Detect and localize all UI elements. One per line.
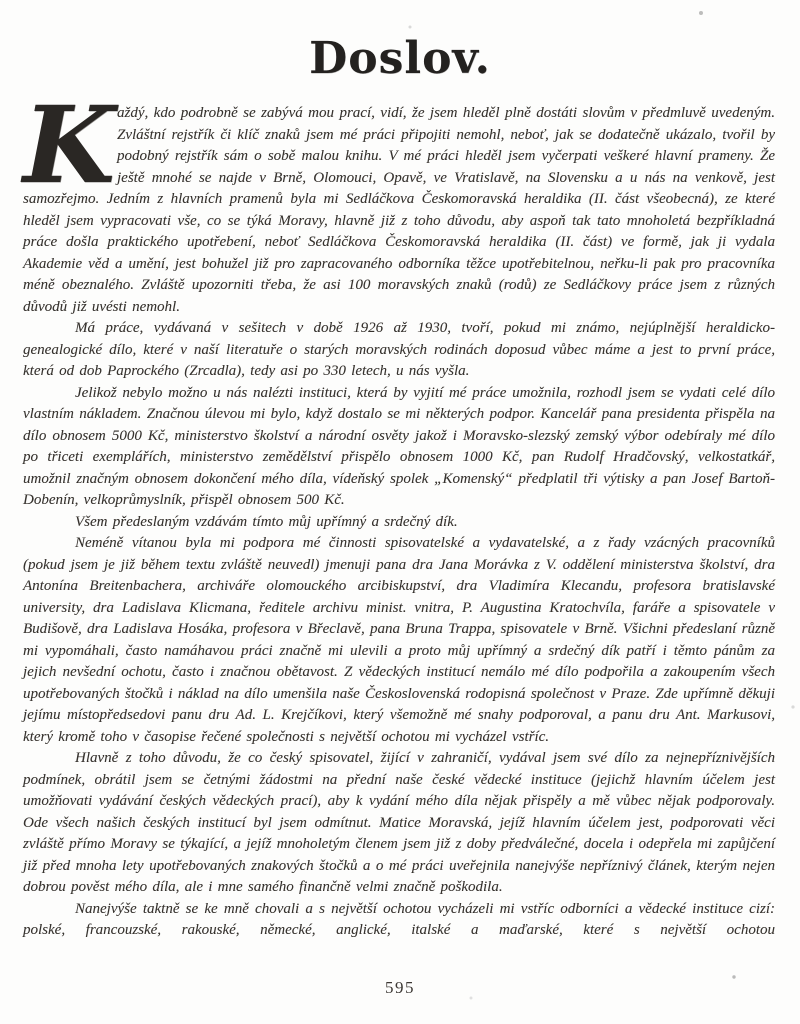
paragraph: Všem předeslaným vzdávám tímto můj upřímný a srdečný dík. bbox=[75, 513, 458, 530]
dropcap-initial: K bbox=[23, 82, 116, 207]
paragraph-with-dropcap bbox=[23, 82, 775, 318]
paragraph: Neméně vítanou byla mi podpora mé činnosti spisovatelské a vydavatelské, a z řady vzácných pracovníků (pokud jsem je již během textu zvláště neuvedl) jmenuji pana dra Jana Morávka z V. oddělení ministerstva školství, dra Antonína Breitenbachera, archiváře olomouckého arcibiskupství, dra Vladimíra Klecandu, profesora bratislavské university, dra Ladislava Klicmana, ředitele archivu minist. vnitra, P. Augustina Kratochvíla, faráře a spisovatele v Budišově, dra Ladislava Hosáka, profesora v Břeclavě, pana Bruna Trappa, spisovatele v Brně. Všichni předeslaní různě mi vypomáhali, často namáhavou práci značně mi ulevili a proto můj upřímný a srdečný dík patří i těmto pánům za jejich nevšední ochotu, často i značnou obětavost. Z vědeckých institucí nemálo mé dílo podpořila a zakoupením všech upotřebovaných štočků i náklad na dílo umenšila naše Československá rodopisná společnost v Praze. Zde upřímně děkuji jejímu místopředsedovi panu dru Ad. L. Krejčíkovi, který všemožně mé snahy podporoval, a panu dru Ant. Markusovi, který kromě toho v časopise řečené společnosti s největší ochotou mi vycházel vstříc. bbox=[23, 535, 775, 745]
paragraph-text: aždý, kdo podrobně se zabývá mou prací, vidí, že jsem hleděl plně dostáti slovům v předmluvě uvedeným. Zvláštní rejstřík či klíč znaků jsem mé práci připojiti nemohl, neboť, jak se dodatečně ukázalo, tvořil by podobný rejstřík sám o sobě malou knihu. V mé práci hleděl jsem vyčerpati veškeré hlavní prameny. Že ještě mnohé se najde v Brně, Olomouci, Opavě, ve Vratislavě, na Slovensku a u nás na venkově, jest samozřejmo. Jedním z hlavních pramenů byla mi Sedláčkova Českomoravská heraldika (II. část všeobecná), ze které hleděl jsem vypracovati vše, co se týká Moravy, hlavně již z toho důvodu, aby aspoň tak tato mnoholetá bezpříkladná práce došla praktického upotřebení, neboť Sedláčkova Českomoravská heraldika (II. část) ve formě, jak ji vydala Akademie věd a umění, jest bohužel již pro zapracovaného odborníka těžce upotřebitelnou, neřku-li pak pro pracovníka méně obeznalého. Zvláště upozorniti třeba, že asi 100 moravských znaků (rodů) ze Sedláčkovy práce jsem z různých důvodů již uvésti nemohl. bbox=[23, 105, 775, 315]
page-title: Doslov. bbox=[309, 33, 491, 84]
scan-artifacts bbox=[0, 0, 2, 2]
body-text bbox=[23, 82, 775, 942]
paragraph: Jelikož nebylo možno u nás nalézti instituci, která by vyjití mé práce umožnila, rozhodl jsem se vydati celé dílo vlastním nákladem. Značnou úlevou mi bylo, když dostalo se mi některých podpor. Kancelář pana presidenta přispěla na dílo obnosem 5000 Kč, ministerstvo školství a národní osvěty jakož i Moravsko-slezský zemský výbor odebíraly mé dílo po třiceti exemplářích, ministerstvo zemědělství přispělo obnosem 1000 Kč, pan Rudolf Hradčovský, velkostatkář, umožnil značným obnosem dokončení mého díla, vídeňský spolek „Komenský“ předplatil tři výtisky a pan Josef Bartoň-Dobenín, velkoprůmyslník, přispěl obnosem 500 Kč. bbox=[23, 384, 775, 508]
paragraph: Nanejvýše taktně se ke mně chovali a s největší ochotou vycházeli mi vstříc odborníci a vědecké instituce cizí: polské, francouzské, rakouské, německé, anglické, italské a maďarské, které s největší ochotou bbox=[23, 900, 775, 938]
paragraph: Hlavně z toho důvodu, že co český spisovatel, žijící v zahraničí, vydával jsem své dílo za nejnepříznivějších podmínek, obrátil jsem se četnými žádostmi na přední naše české vědecké instituce (jejichž hlavním účelem jest umožňovati vydávání českých vědeckých prací), aby k vydání mého díla nějak přispěly a mě vůbec nějak podporovaly. Ode všech našich českých institucí byl jsem odmítnut. Matice Moravská, jejíž hlavním účelem jest, podporovati věci zvláště přímo Moravy se týkající, a jejíž mnoholetým členem jsem již z doby předválečné, docela i odepřela mi zapůjčení již před mnoha lety upotřebovaných znakových štočků a o mé práci uveřejnila nanejvýše nepříznivý článek, kterým nejen dobrou pověst mého díla, ale i mne samého finančně velmi značně poškodila. bbox=[23, 750, 775, 895]
page-number: 595 bbox=[385, 978, 415, 997]
paragraph: Má práce, vydávaná v sešitech v době 1926 až 1930, tvoří, pokud mi známo, nejúplnější heraldicko-genealogické dílo, které v naší literatuře o starých moravských rodinách doposud vůbec máme a jest to první práce, která od dob Paprockého (Zrcadla), tedy asi po 330 letech, u nás vyšla. bbox=[23, 320, 775, 379]
